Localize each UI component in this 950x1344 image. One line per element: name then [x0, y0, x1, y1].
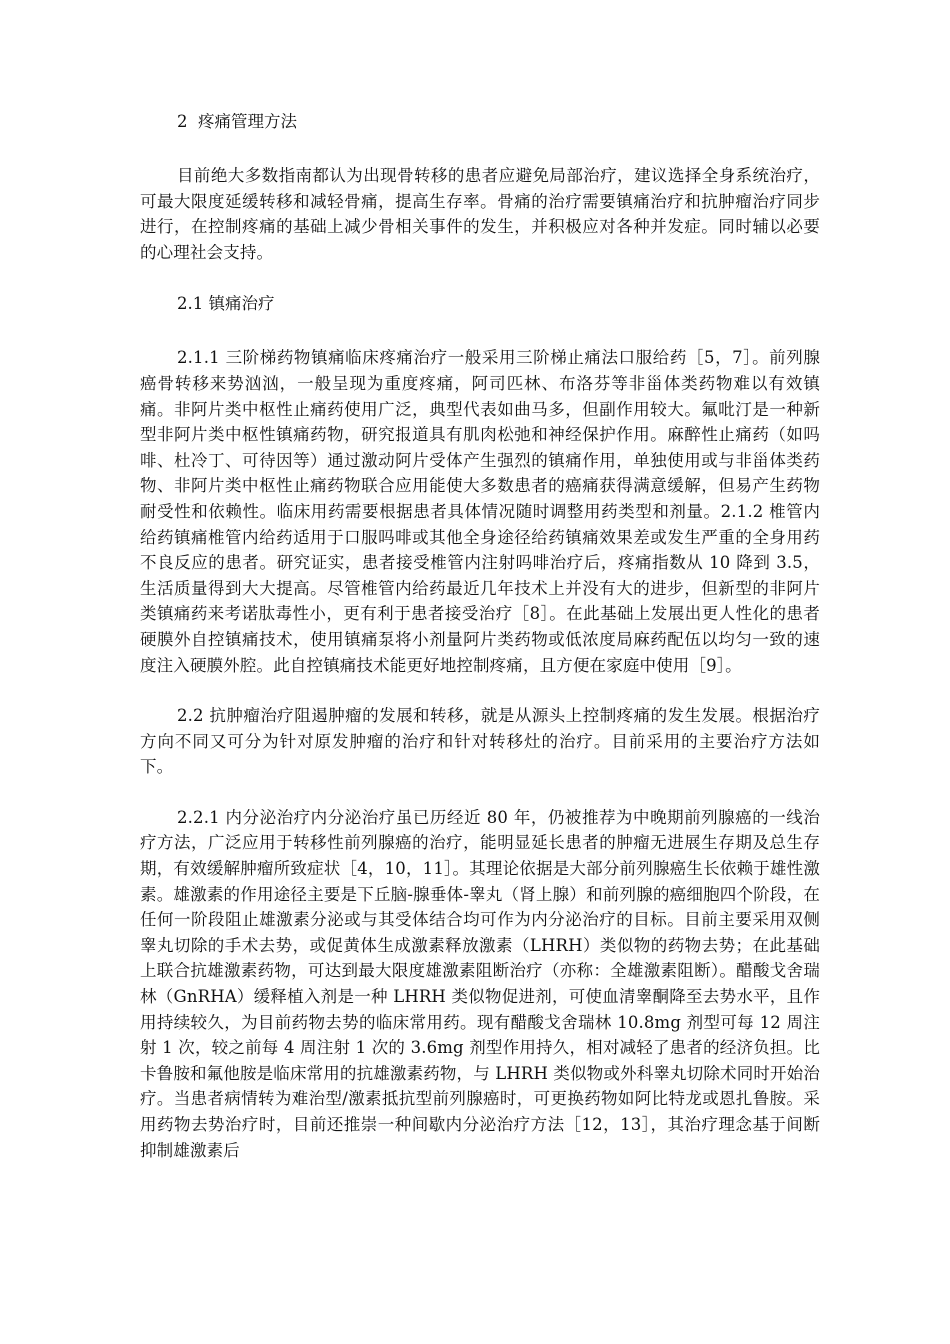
section-heading-2: 2 疼痛管理方法	[177, 112, 297, 131]
paragraph-2-intro: 目前绝大多数指南都认为出现骨转移的患者应避免局部治疗，建议选择全身系统治疗，可最大限度延缓转移和减轻骨痛，提高生存率。骨痛的治疗需要镇痛治疗和抗肿瘤治疗同步进行，在控制疼痛的基础上减少骨相关事件的发生，并积极应对各种并发症。同时辅以必要的心理社会支持。	[140, 166, 820, 262]
section-heading-2-1: 2.1 镇痛治疗	[177, 294, 275, 314]
paragraph-2-1-1: 2.1.1 三阶梯药物镇痛临床疼痛治疗一般采用三阶梯止痛法口服给药［5，7］。前列腺癌骨转移来势汹汹，一般呈现为重度疼痛，阿司匹林、布洛芬等非甾体类药物难以有效镇痛。非阿片类中枢性止痛药使用广泛，典型代表如曲马多，但副作用较大。氟吡汀是一种新型非阿片类中枢性镇痛药物，研究报道具有肌肉松弛和神经保护作用。麻醉性止痛药（如吗啡、杜冷丁、可待因等）通过激动阿片受体产生强烈的镇痛作用，单独使用或与非甾体类药物、非阿片类中枢性止痛药物联合应用能使大多数患者的癌痛获得满意缓解，但易产生药物耐受性和依赖性。临床用药需要根据患者具体情况随时调整用药类型和剂量。2.1.2 椎管内给药镇痛椎管内给药适用于口服吗啡或其他全身途径给药镇痛效果差或发生严重的全身用药不良反应的患者。研究证实，患者接受椎管内注射吗啡治疗后，疼痛指数从 10 降到 3.5，生活质量得到大大提高。尽管椎管内给药最近几年技术上并没有大的进步，但新型的非阿片类镇痛药来考诺肽毒性小，更有利于患者接受治疗［8］。在此基础上发展出更人性化的患者硬膜外自控镇痛技术，使用镇痛泵将小剂量阿片类药物或低浓度局麻药配伍以均匀一致的速度注入硬膜外腔。此自控镇痛技术能更好地控制疼痛，且方便在家庭中使用［9］。	[140, 348, 820, 675]
paragraph-2-2: 2.2 抗肿瘤治疗阻遏肿瘤的发展和转移，就是从源头上控制疼痛的发生发展。根据治疗方向不同又可分为针对原发肿瘤的治疗和针对转移灶的治疗。目前采用的主要治疗方法如下。	[140, 706, 820, 777]
document-page	[140, 108, 820, 1188]
paragraph-2-2-1: 2.2.1 内分泌治疗内分泌治疗虽已历经近 80 年，仍被推荐为中晚期前列腺癌的一线治疗方法，广泛应用于转移性前列腺癌的治疗，能明显延长患者的肿瘤无进展生存期及总生存期，有效缓解肿瘤所致症状［4，10，11］。其理论依据是大部分前列腺癌生长依赖于雄性激素。雄激素的作用途径主要是下丘脑-腺垂体-睾丸（肾上腺）和前列腺的癌细胞四个阶段，在任何一阶段阻止雄激素分泌或与其受体结合均可作为内分泌治疗的目标。目前主要采用双侧睾丸切除的手术去势，或促黄体生成激素释放激素（LHRH）类似物的药物去势；在此基础上联合抗雄激素药物，可达到最大限度雄激素阻断治疗（亦称：全雄激素阻断）。醋酸戈舍瑞林（GnRHA）缓释植入剂是一种 LHRH 类似物促进剂，可使血清睾酮降至去势水平，且作用持续较久，为目前药物去势的临床常用药。现有醋酸戈舍瑞林 10.8mg 剂型可每 12 周注射 1 次，较之前每 4 周注射 1 次的 3.6mg 剂型作用持久，相对减轻了患者的经济负担。比卡鲁胺和氟他胺是临床常用的抗雄激素药物，与 LHRH 类似物或外科睾丸切除术同时开始治疗。当患者病情转为难治型/激素抵抗型前列腺癌时，可更换药物如阿比特龙或恩扎鲁胺。采用药物去势治疗时，目前还推崇一种间歇内分泌治疗方法［12，13］，其治疗理念基于间断抑制雄激素后	[140, 807, 820, 1160]
